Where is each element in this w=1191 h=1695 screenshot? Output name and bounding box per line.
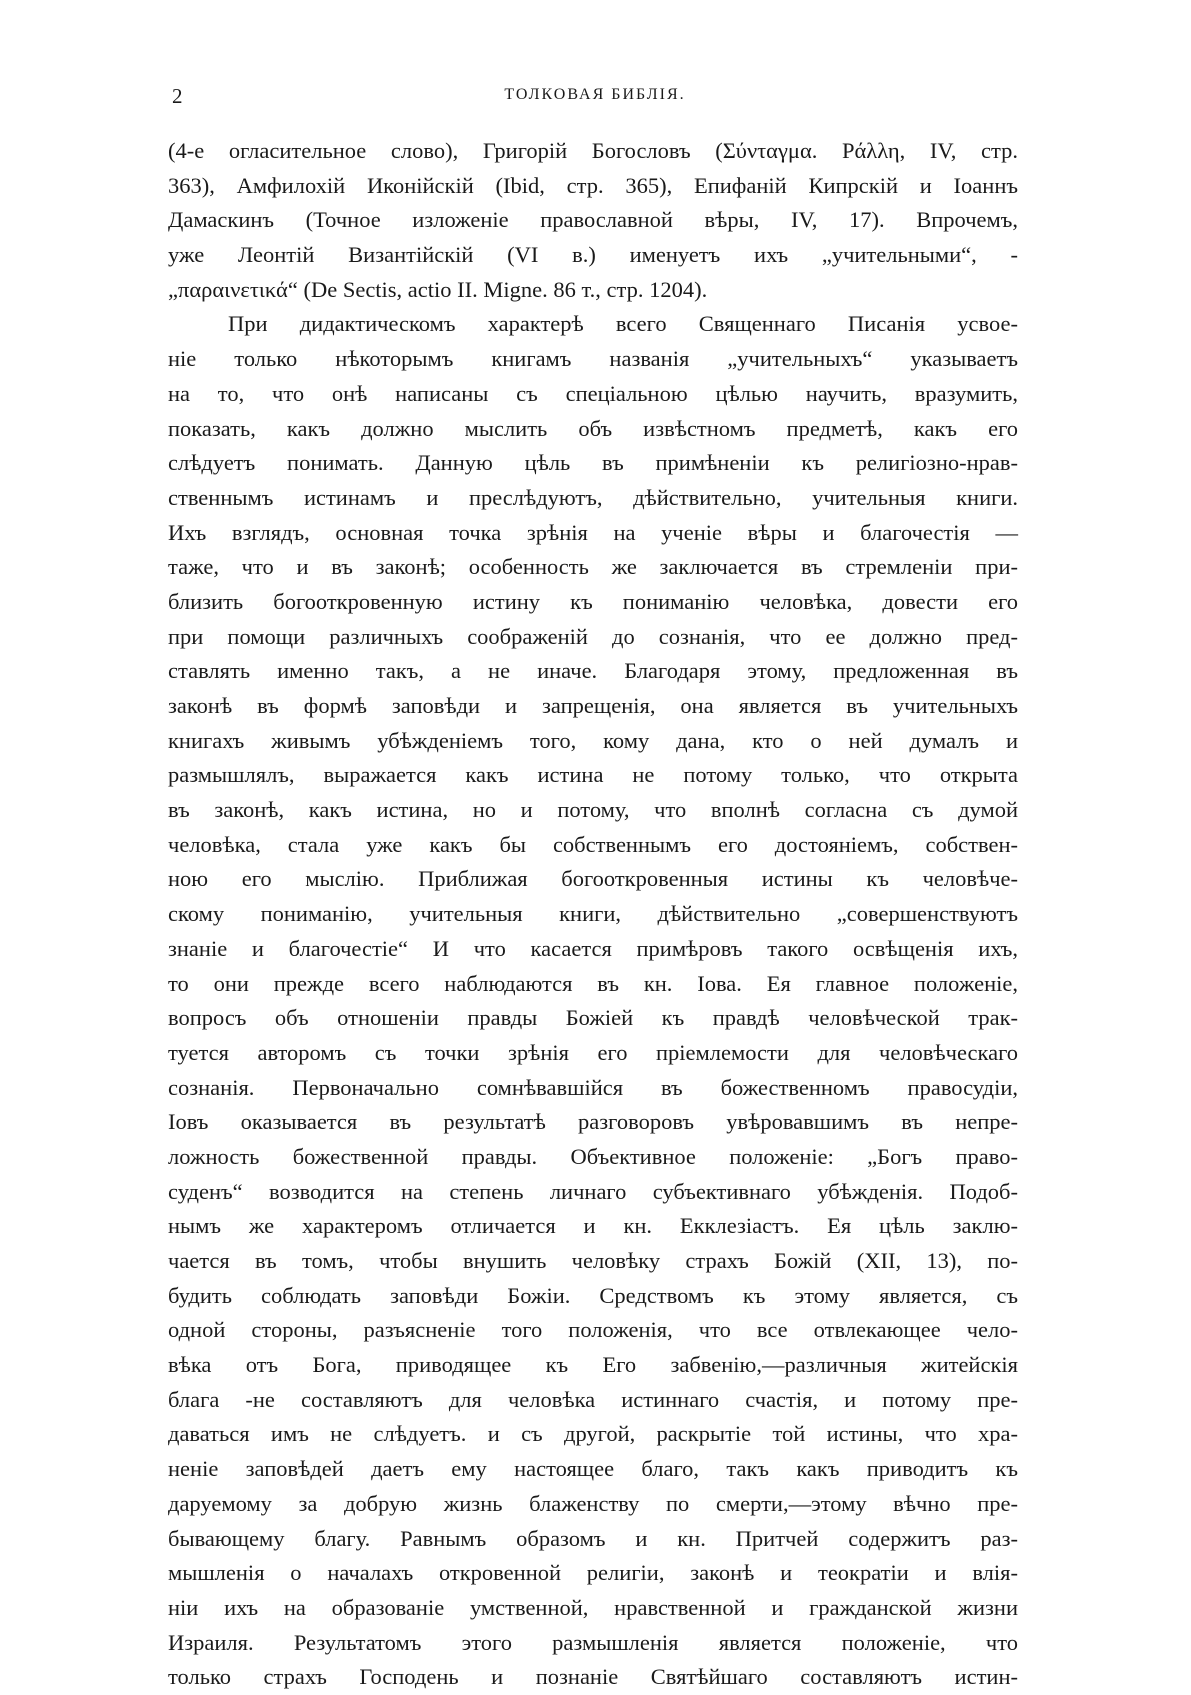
text-line: таже, что и въ законѣ; особенность же заключается въ стремленіи при- <box>168 554 1018 580</box>
text-line: ложность божественной правды. Объективное положеніе: „Богъ право- <box>168 1143 1018 1169</box>
text-line: чается въ томъ, чтобы внушить человѣку страхъ Божій (XII, 13), по- <box>168 1248 1018 1273</box>
text-line: сознанія. Первоначально сомнѣвавшійся въ божественномъ правосудіи, <box>168 1074 1018 1100</box>
text-line: размышлялъ, выражается какъ истина не потому только, что открыта <box>168 762 1018 788</box>
text-line: Израиля. Результатомъ этого размышленія является положеніе, что <box>168 1629 1018 1655</box>
body-text <box>168 134 1018 1695</box>
text-line: уже Леонтій Византійскій (VI в.) именуетъ ихъ „учительными“, - <box>168 242 1018 268</box>
text-line: мышленія о началахъ откровенной религіи, законѣ и теократіи и влія- <box>168 1560 1018 1586</box>
text-line: при помощи различныхъ соображеній до сознанія, что ее должно пред- <box>168 623 1018 649</box>
text-line: 363), Амфилохій Иконійскій (Ibid, стр. 365), Епифаній Кипрскій и Іоаннъ <box>168 172 1018 198</box>
running-head <box>172 84 1018 114</box>
text-line: ніе только нѣкоторымъ книгамъ названія „учительныхъ“ указываетъ <box>168 346 1018 372</box>
paragraph <box>168 134 1018 307</box>
text-line: неніе заповѣдей даетъ ему настоящее благо, такъ какъ приводитъ къ <box>168 1456 1018 1482</box>
text-line: знаніе и благочестіе“ И что касается примѣровъ такого освѣщенія ихъ, <box>168 935 1018 961</box>
text-line: вопросъ объ отношеніи правды Божіей къ правдѣ человѣческой трак- <box>168 1005 1018 1031</box>
text-line: туется авторомъ съ точки зрѣнія его пріемлемости для человѣческаго <box>168 1039 1018 1065</box>
text-line: ставлять именно такъ, а не иначе. Благодаря этому, предложенная въ <box>168 658 1018 684</box>
text-line: вѣка отъ Бога, приводящее къ Его забвенію,—различныя житейскія <box>168 1352 1018 1378</box>
text-line: человѣка, стала уже какъ бы собственнымъ его достояніемъ, собствен- <box>168 831 1018 857</box>
text-line: будить соблюдать заповѣди Божіи. Средствомъ къ этому является, съ <box>168 1282 1018 1308</box>
text-line: скому пониманію, учительныя книги, дѣйствительно „совершенствуютъ <box>168 901 1018 927</box>
text-line: на то, что онѣ написаны съ спеціальною цѣлью научить, вразумить, <box>168 380 1018 406</box>
paragraph <box>168 307 1018 1695</box>
running-title: ТОЛКОВАЯ БИБЛІЯ. <box>504 86 686 103</box>
text-line: суденъ“ возводится на степень личнаго субъективнаго убѣжденія. Подоб- <box>168 1178 1018 1204</box>
text-line: (4-е огласительное слово), Григорій Богословъ (Σύνταγμα. Ράλλη, IV, стр. <box>168 138 1018 163</box>
text-line: Іовъ оказывается въ результатѣ разговоровъ увѣровавшимъ въ непре- <box>168 1109 1018 1135</box>
page-number: 2 <box>172 84 183 108</box>
text-line: бывающему благу. Равнымъ образомъ и кн. Притчей содержитъ раз- <box>168 1525 1018 1551</box>
text-line: одной стороны, разъясненіе того положенія, что все отвлекающее чело- <box>168 1317 1018 1343</box>
text-line: Дамаскинъ (Точное изложеніе православной вѣры, IV, 17). Впрочемъ, <box>168 207 1018 233</box>
text-line: только страхъ Господень и познаніе Святѣйшаго составляютъ истин- <box>168 1664 1018 1690</box>
text-line: законѣ въ формѣ заповѣди и запрещенія, она является въ учительныхъ <box>168 693 1018 718</box>
text-line: близить богооткровенную истину къ пониманію человѣка, довести его <box>168 588 1018 614</box>
text-line: блага -не составляютъ для человѣка истиннаго счастія, и потому пре- <box>168 1386 1018 1412</box>
text-line: то они прежде всего наблюдаются въ кн. Іова. Ея главное положеніе, <box>168 970 1018 996</box>
text-line: Ихъ взглядъ, основная точка зрѣнія на ученіе вѣры и благочестія — <box>168 519 1018 545</box>
text-line: даруемому за добрую жизнь блаженству по смерти,—этому вѣчно пре- <box>168 1490 1018 1516</box>
text-line: „παραινετικά“ (De Sectis, actio II. Migne. 86 т., стр. 1204). <box>168 276 708 302</box>
text-line: книгахъ живымъ убѣжденіемъ того, кому дана, кто о ней думалъ и <box>168 727 1018 753</box>
text-line: даваться имъ не слѣдуетъ. и съ другой, раскрытіе той истины, что хра- <box>168 1421 1018 1447</box>
text-line: При дидактическомъ характерѣ всего Священнаго Писанія усвое- <box>228 311 1018 337</box>
text-line: въ законѣ, какъ истина, но и потому, что вполнѣ согласна съ думой <box>168 797 1018 823</box>
text-line: слѣдуетъ понимать. Данную цѣль въ примѣненіи къ религіозно-нрав- <box>168 450 1018 476</box>
text-line: показать, какъ должно мыслить объ извѣстномъ предметѣ, какъ его <box>168 415 1018 441</box>
text-line: ною его мыслію. Приближая богооткровенныя истины къ человѣче- <box>168 866 1018 892</box>
text-line: ніи ихъ на образованіе умственной, нравственной и гражданской жизни <box>168 1594 1018 1620</box>
text-line: нымъ же характеромъ отличается и кн. Екклезіастъ. Ея цѣль заклю- <box>168 1213 1018 1239</box>
text-line: ственнымъ истинамъ и преслѣдуютъ, дѣйствительно, учительныя книги. <box>168 484 1018 510</box>
